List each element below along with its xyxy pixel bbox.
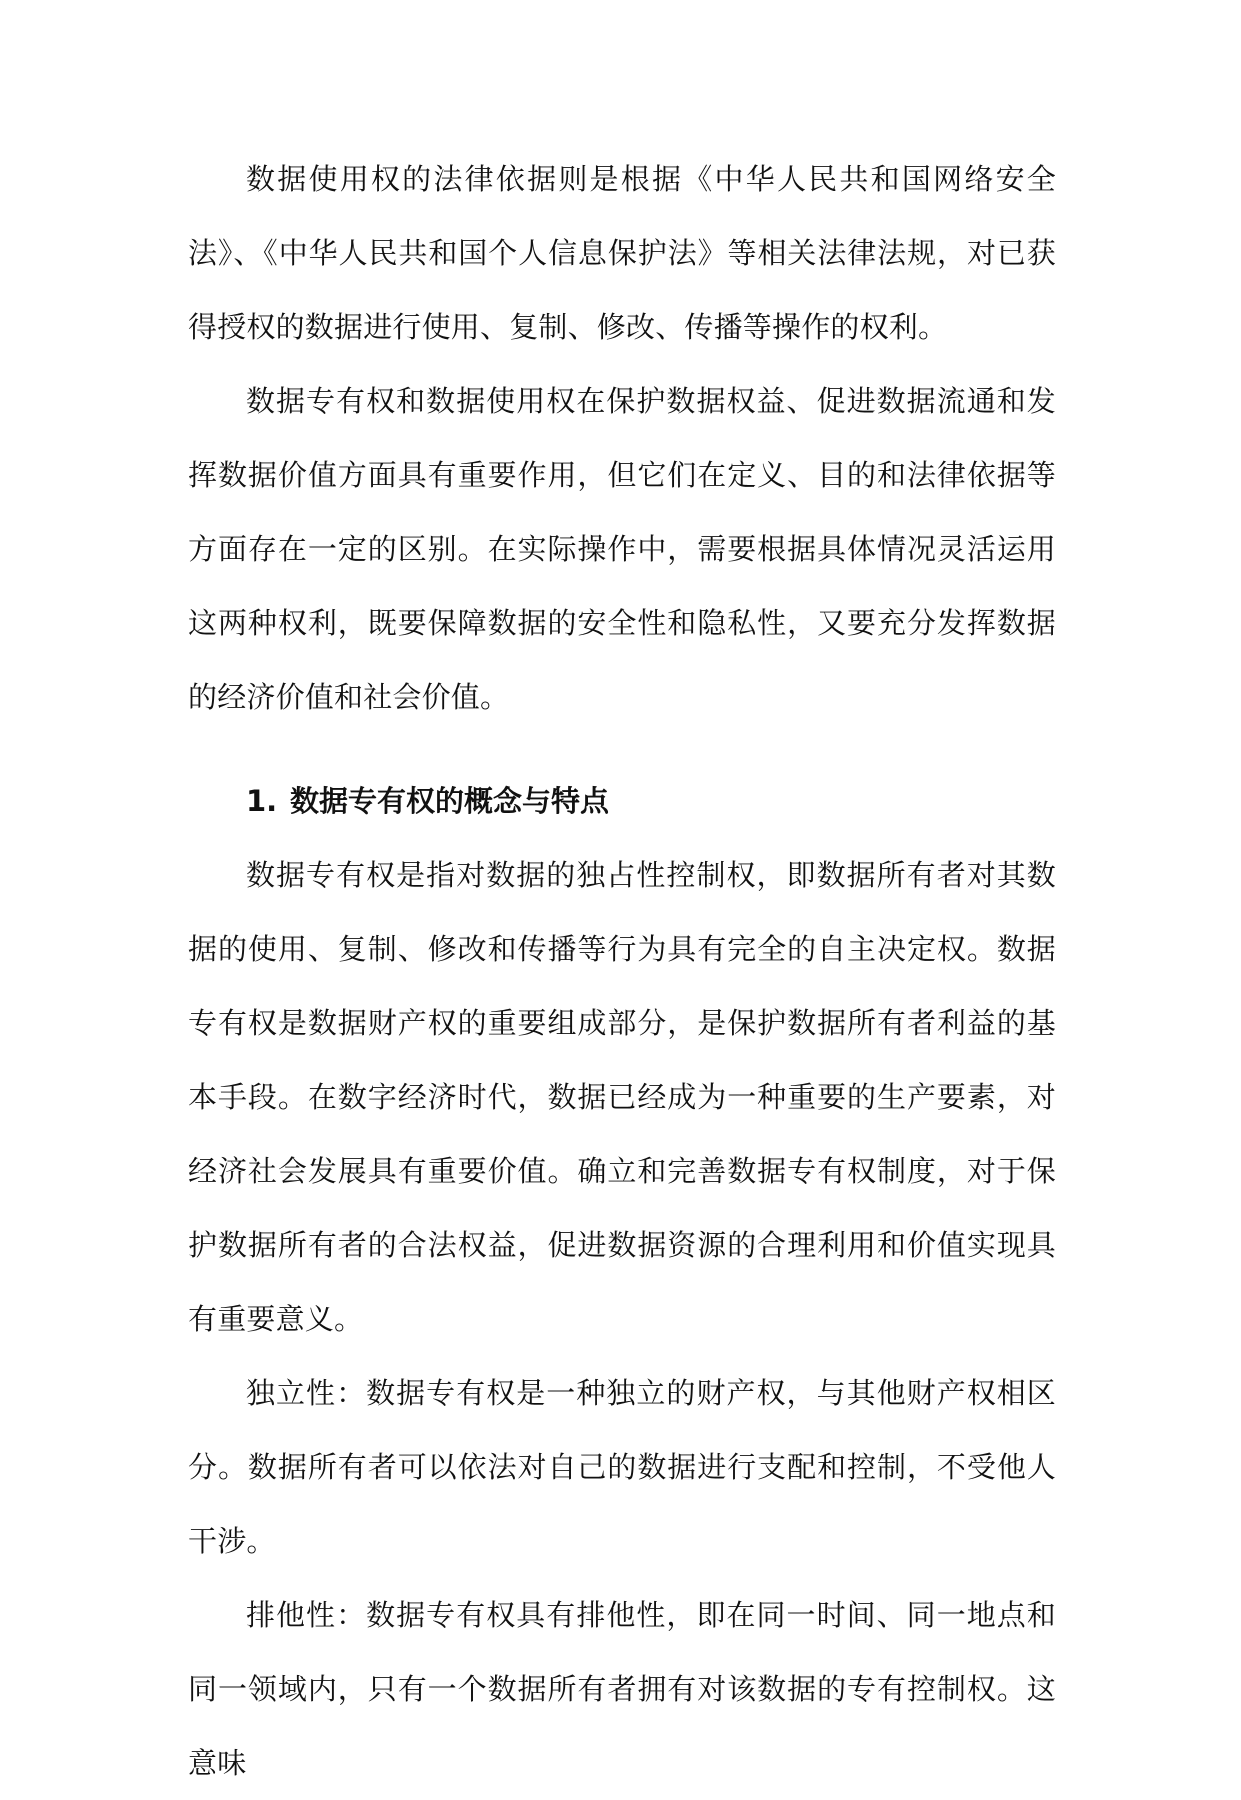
paragraph-exclusivity: 排他性：数据专有权具有排他性，即在同一时间、同一地点和同一领域内，只有一个数据所有者拥有对该数据的专有控制权。这意味 <box>188 1598 1056 1780</box>
paragraph-definition: 数据专有权是指对数据的独占性控制权，即数据所有者对其数据的使用、复制、修改和传播等行为具有完全的自主决定权。数据专有权是数据财产权的重要组成部分，是保护数据所有者利益的基本手段。在数字经济时代，数据已经成为一种重要的生产要素，对经济社会发展具有重要价值。确立和完善数据专有权制度，对于保护数据所有者的合法权益，促进数据资源的合理利用和价值实现具有重要意义。 <box>188 858 1056 1336</box>
section-title: 数据专有权的概念与特点 <box>290 784 610 818</box>
paragraph-independence: 独立性：数据专有权是一种独立的财产权，与其他财产权相区分。数据所有者可以依法对自己的数据进行支配和控制，不受他人干涉。 <box>188 1376 1056 1558</box>
section-heading <box>188 764 1056 838</box>
paragraph-comparison: 数据专有权和数据使用权在保护数据权益、促进数据流通和发挥数据价值方面具有重要作用，但它们在定义、目的和法律依据等方面存在一定的区别。在实际操作中，需要根据具体情况灵活运用这两种权利，既要保障数据的安全性和隐私性，又要充分发挥数据的经济价值和社会价值。 <box>188 384 1056 714</box>
paragraph-legal-basis: 数据使用权的法律依据则是根据《中华人民共和国网络安全法》、《中华人民共和国个人信息保护法》等相关法律法规，对已获得授权的数据进行使用、复制、修改、传播等操作的权利。 <box>188 162 1056 344</box>
section-number: 1. <box>246 784 278 818</box>
document-body <box>188 142 1056 1800</box>
